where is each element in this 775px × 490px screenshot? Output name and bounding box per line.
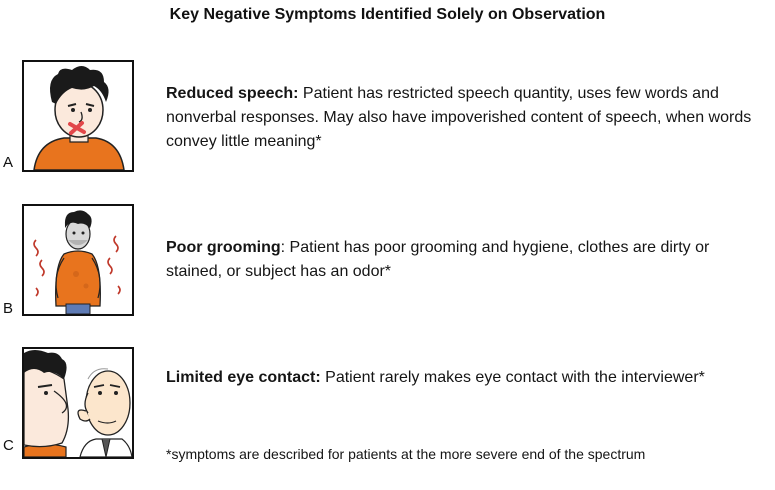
person-mouth-crossed-icon: [24, 62, 132, 170]
unkempt-person-odor-icon: [24, 206, 132, 314]
reduced-speech-term: Reduced speech:: [166, 85, 299, 102]
label-c: C: [3, 437, 14, 454]
panel-a-illustration: [22, 60, 134, 172]
poor-grooming-term: Poor grooming: [166, 239, 281, 256]
patient-interviewer-icon: [24, 349, 132, 457]
limited-eye-contact-term: Limited eye contact:: [166, 369, 321, 386]
reduced-speech-description: [166, 82, 756, 154]
panel-c-illustration: [22, 347, 134, 459]
footnote: *symptoms are described for patients at the more severe end of the spectrum: [166, 446, 646, 462]
panel-b-illustration: [22, 204, 134, 316]
label-a: A: [3, 154, 14, 171]
limited-eye-contact-text: Patient rarely makes eye contact with the interviewer*: [320, 369, 705, 386]
reduced-speech-text: Patient has restricted speech quantity, uses few words and nonverbal responses. May also have impoverished content of speech, when words convey little meaning*: [166, 85, 752, 150]
poor-grooming-description: [166, 236, 766, 284]
diagram-title: Key Negative Symptoms Identified Solely on Observation: [169, 6, 606, 23]
label-b: B: [3, 300, 14, 317]
limited-eye-contact-description: [166, 366, 756, 390]
poor-grooming-text: : Patient has poor grooming and hygiene, clothes are dirty or stained, or subject has an odor*: [166, 239, 710, 280]
